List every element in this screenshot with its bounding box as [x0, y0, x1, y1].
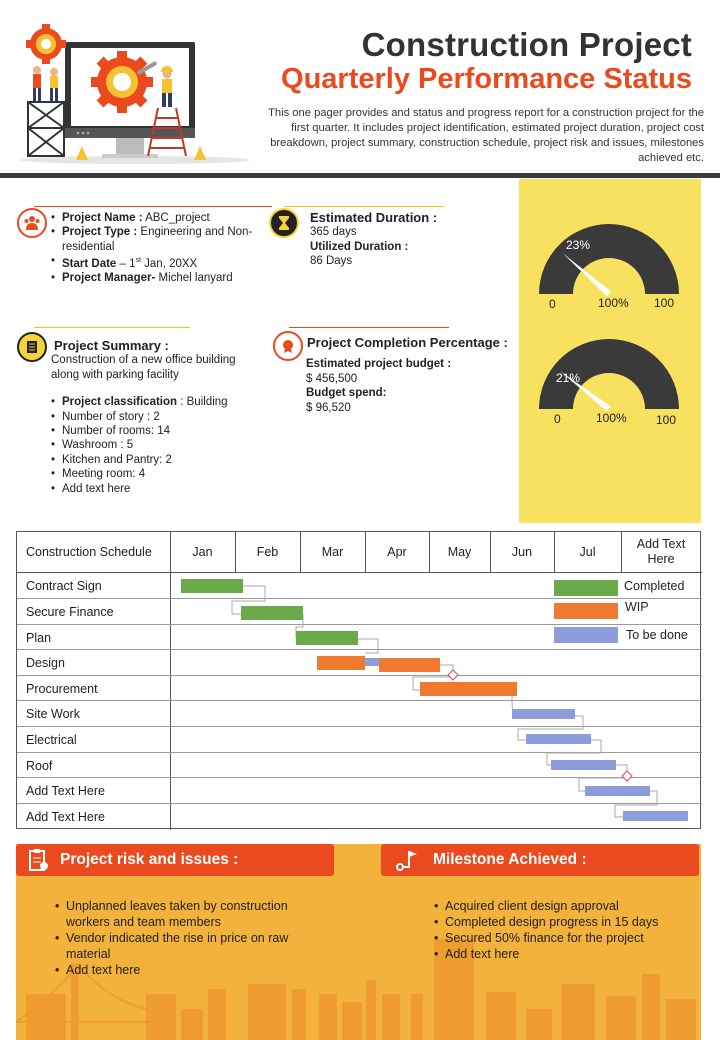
divider: [284, 206, 444, 207]
summary-item: • Number of story : 2: [51, 410, 266, 424]
gauge-1-mid: 100%: [598, 296, 629, 310]
summary-item: • Washroom : 5: [51, 438, 266, 452]
schedule-row-label: Contract Sign: [26, 579, 102, 593]
utilized-duration-label: Utilized Duration :: [310, 240, 409, 253]
gauge-1-percent: 23%: [566, 238, 591, 252]
milestone-item: • Acquired client design approval: [434, 898, 694, 914]
summary-item: • Number of rooms: 14: [51, 424, 266, 438]
gauge-1-min: 0: [549, 297, 556, 311]
milestone-item: • Completed design progress in 15 days: [434, 914, 694, 930]
gantt-bar-procurement: [420, 682, 517, 696]
schedule-row-label: Add Text Here: [26, 784, 105, 798]
duration-info: [310, 211, 510, 269]
divider: [289, 327, 449, 328]
summary-item: • Add text here: [51, 482, 266, 496]
hourglass-icon: [269, 208, 299, 238]
page-subtitle: Quarterly Performance Status: [281, 63, 692, 95]
completion-info: [306, 336, 521, 415]
project-type: • Project Type : Engineering and Non-residential: [51, 225, 256, 254]
project-name: • Project Name : ABC_project: [51, 211, 256, 225]
gauge-1-arc: [539, 224, 679, 294]
budget-label: Estimated project budget :: [306, 358, 452, 371]
document-icon: [17, 332, 47, 362]
gauge-2-mid: 100%: [596, 411, 627, 425]
gantt-bar-secure-finance: [241, 606, 303, 620]
milestone-item: • Add text here: [434, 946, 694, 962]
milestone-flag-icon: [381, 849, 433, 871]
schedule-row-label: Site Work: [26, 707, 80, 721]
schedule-row-label: Roof: [26, 759, 53, 773]
gauge-panel: [519, 179, 701, 523]
legend-swatch-completed: [554, 580, 618, 596]
gantt-bar-contract-sign: [181, 579, 243, 593]
divider: [34, 206, 272, 207]
summary-item: • Meeting room: 4: [51, 467, 266, 481]
gantt-bar-add-text-1: [585, 786, 650, 796]
project-summary: [51, 339, 266, 496]
month-header: Feb: [256, 544, 279, 559]
legend-label-wip: WIP: [625, 600, 649, 614]
divider: [34, 327, 190, 328]
gantt-bar-electrical: [526, 734, 591, 744]
month-header: Add Text Here: [636, 537, 686, 566]
spend-value: $ 96,520: [306, 401, 351, 414]
gauge-1-max: 100: [654, 296, 675, 310]
legend-label-completed: Completed: [624, 579, 685, 593]
team-icon: [17, 208, 47, 238]
month-header: Mar: [321, 544, 344, 559]
gantt-bar-design-wip-2: [379, 658, 440, 672]
project-info: [51, 211, 256, 286]
risk-item: • Unplanned leaves taken by construction workers and team members: [55, 898, 315, 930]
risk-item: • Add text here: [55, 962, 315, 978]
schedule-row-label: Plan: [26, 631, 52, 645]
risk-header: [16, 844, 334, 876]
summary-classification: • Project classification : Building: [51, 395, 266, 409]
risk-title: Project risk and issues :: [60, 851, 239, 868]
legend-swatch-todo: [554, 627, 618, 643]
legend-swatch-wip: [554, 603, 618, 619]
completion-title: Project Completion Percentage :: [307, 335, 508, 350]
schedule-row-label: Design: [26, 656, 65, 670]
spend-label: Budget spend:: [306, 387, 387, 400]
schedule-row-label: Add Text Here: [26, 810, 105, 824]
gauge-2-min: 0: [554, 412, 561, 426]
construction-schedule-table: [16, 531, 701, 829]
gantt-bar-plan: [296, 631, 358, 645]
badge-icon: [273, 331, 303, 361]
intro-text: This one pager provides and status and progress report for a construction project for the first quarter. It includes project identification, estimated project duration, project cost breakdown, project summary, construction schedule, project risk and issues, milestones achieved etc.: [268, 107, 704, 164]
gantt-bar-roof: [551, 760, 616, 770]
estimated-duration-value: 365 days: [310, 226, 357, 239]
summary-item: • Kitchen and Pantry: 2: [51, 453, 266, 467]
month-header: Jun: [511, 544, 533, 559]
schedule-row-label: Secure Finance: [26, 605, 114, 619]
milestone-header: [381, 844, 699, 876]
estimated-duration-label: Estimated Duration :: [310, 210, 438, 225]
month-header: Apr: [387, 544, 407, 559]
clipboard-icon: [16, 848, 60, 872]
month-header: Jul: [579, 544, 596, 559]
milestone-list: [434, 898, 694, 962]
budget-value: $ 456,500: [306, 372, 358, 385]
summary-title: Project Summary :: [54, 338, 169, 353]
gauge-2-max: 100: [656, 413, 677, 427]
start-date: • Start Date – 1st Jan, 20XX: [51, 254, 256, 271]
schedule-corner-label: Construction Schedule: [26, 544, 152, 559]
month-header: May: [447, 544, 472, 559]
project-manager: • Project Manager- Michel lanyard: [51, 271, 256, 285]
gantt-bar-design-wip: [317, 656, 365, 670]
risk-list: [55, 898, 315, 978]
header-divider: [0, 173, 720, 178]
legend-label-todo: To be done: [626, 628, 688, 642]
gantt-bar-site-work: [512, 709, 575, 719]
schedule-row-label: Electrical: [26, 733, 77, 747]
gantt-bar-add-text-2: [623, 811, 688, 821]
schedule-row-label: Procurement: [26, 682, 98, 696]
milestone-item: • Secured 50% finance for the project: [434, 930, 694, 946]
utilized-duration-value: 86 Days: [310, 255, 353, 268]
milestone-title: Milestone Achieved :: [433, 851, 587, 868]
risk-item: • Vendor indicated the rise in price on raw material: [55, 930, 315, 962]
gauge-2-percent: 21%: [556, 371, 581, 385]
month-header: Jan: [192, 544, 213, 559]
summary-description: Construction of a new office building along with parking facility: [51, 354, 236, 381]
page-title: Construction Project: [361, 26, 692, 63]
